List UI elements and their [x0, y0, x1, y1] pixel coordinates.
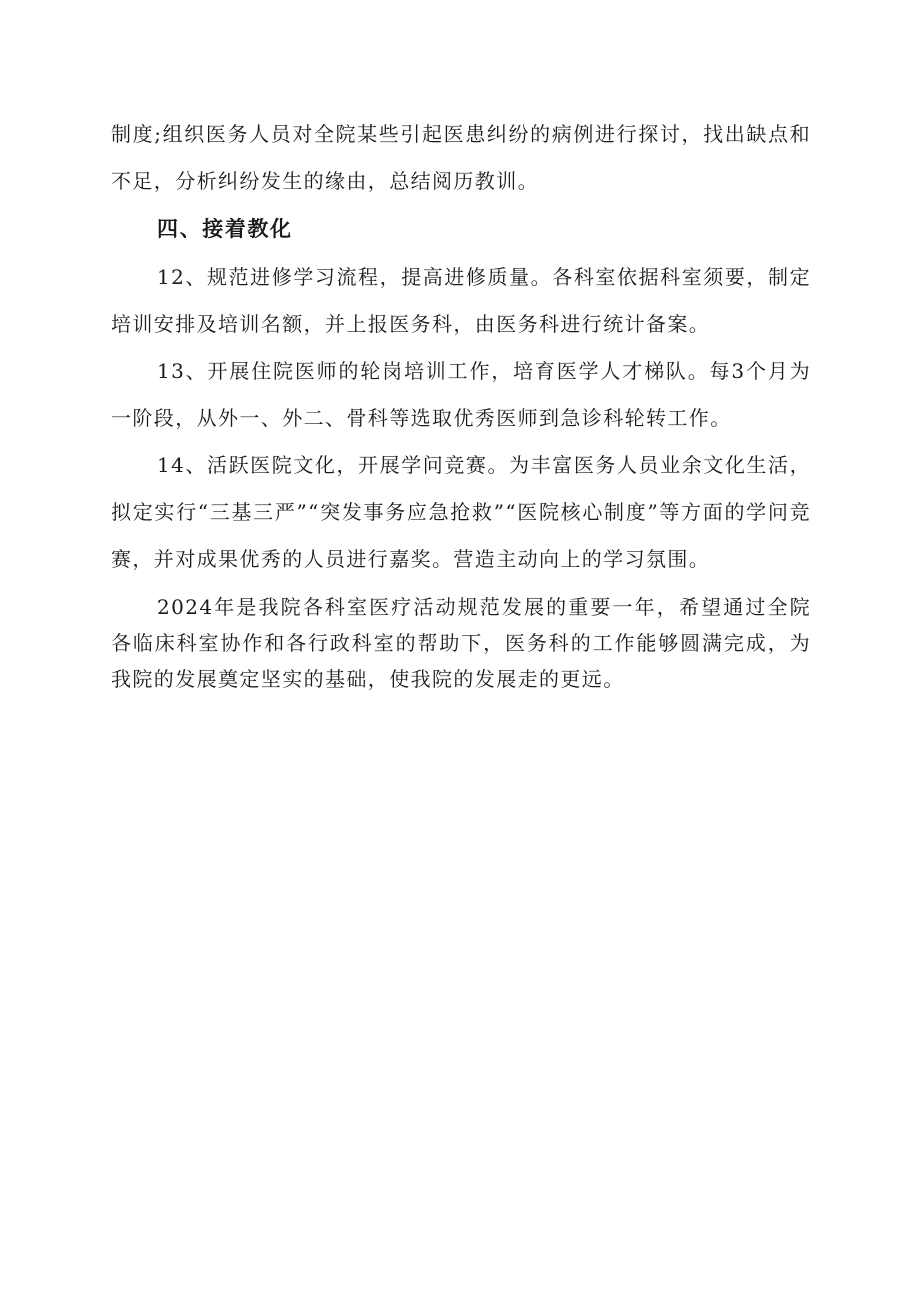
closing-paragraph: 2024年是我院各科室医疗活动规范发展的重要一年，希望通过全院各临床科室协作和各行政科室的帮助下，医务科的工作能够圆满完成，为我院的发展奠定坚实的基础，使我院的发展走的更远。 [111, 595, 811, 691]
list-item-12: 12、规范进修学习流程，提高进修质量。各科室依据科室须要，制定培训安排及培训名额，并上报医务科，由医务科进行统计备案。 [111, 265, 811, 336]
list-item-14: 14、活跃医院文化，开展学问竞赛。为丰富医务人员业余文化生活，拟定实行“三基三严”“突发事务应急抢救”“医院核心制度”等方面的学问竞赛，并对成果优秀的人员进行嘉奖。营造主动向上的学习氛围。 [111, 453, 811, 571]
continuation-paragraph: 制度;组织医务人员对全院某些引起医患纠纷的病例进行探讨，找出缺点和不足，分析纠纷发生的缘由，总结阅历教训。 [111, 122, 811, 193]
document-body [111, 111, 811, 697]
list-item-13: 13、开展住院医师的轮岗培训工作，培育医学人才梯队。每3个月为一阶段，从外一、外二、骨科等选取优秀医师到急诊科轮转工作。 [111, 359, 811, 430]
section-heading: 四、接着教化 [157, 217, 293, 241]
